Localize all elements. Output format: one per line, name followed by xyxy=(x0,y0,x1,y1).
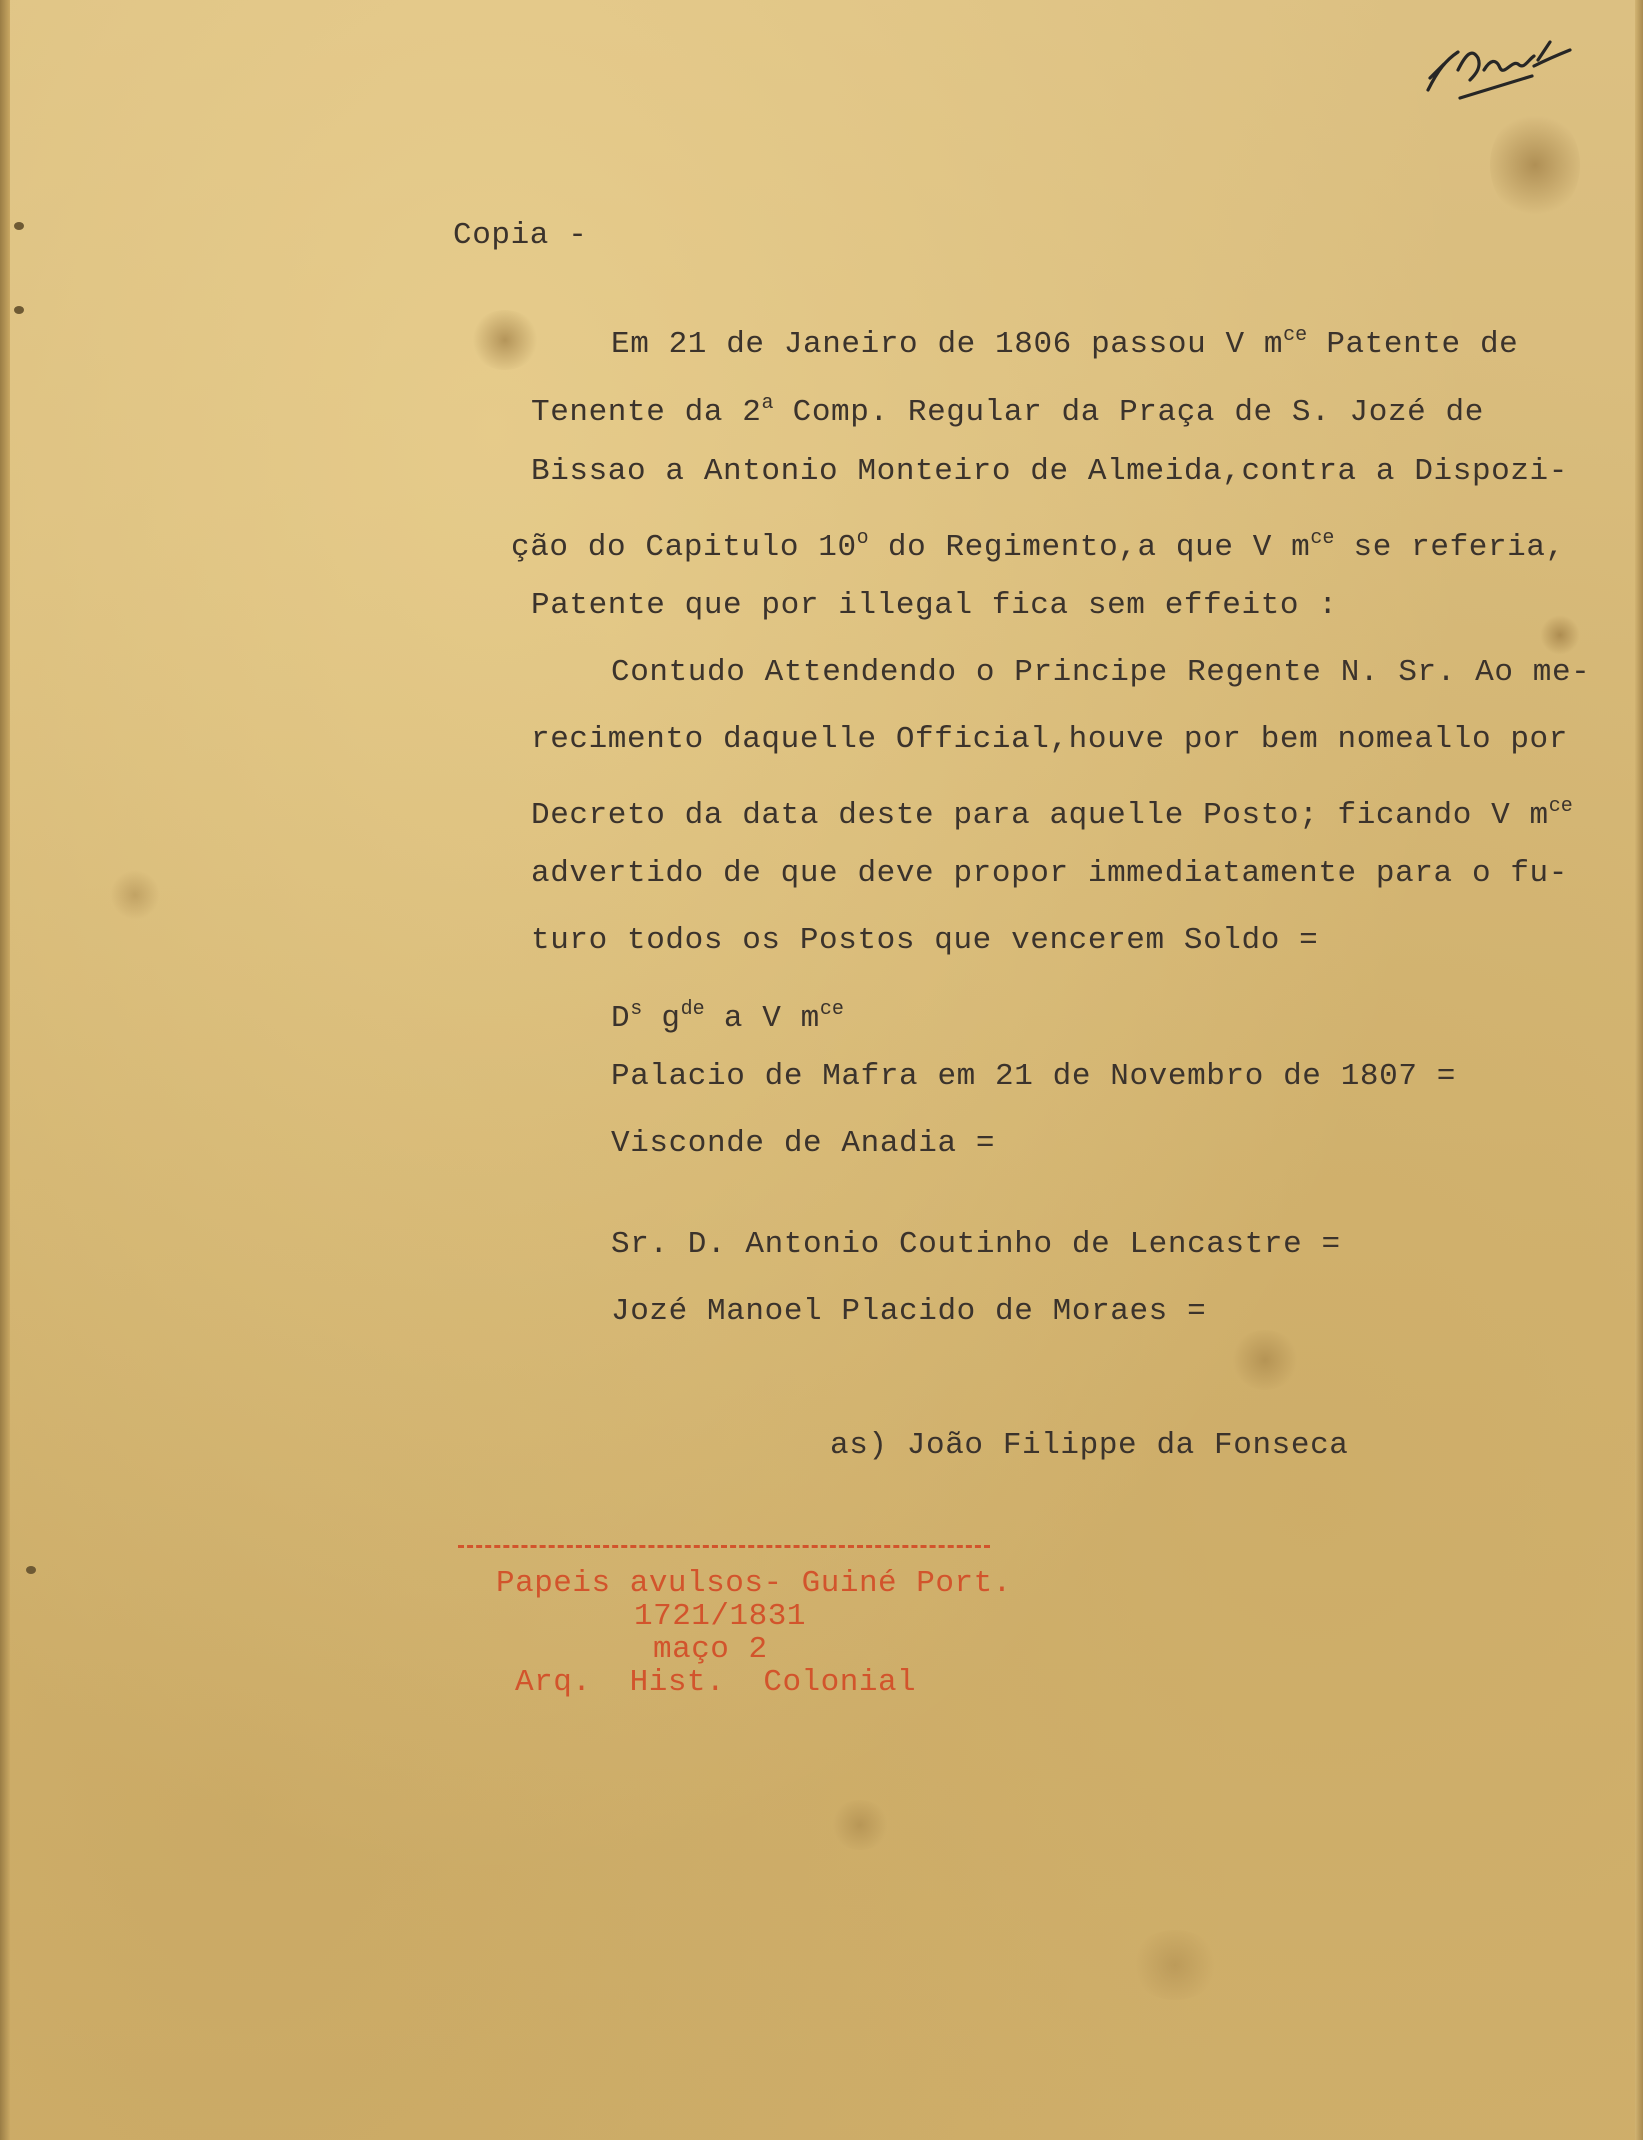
addressee-2: Jozé Manoel Placido de Moraes = xyxy=(611,1294,1207,1329)
salutation xyxy=(611,992,844,1037)
archive-stamp-line-3: maço 2 xyxy=(653,1632,768,1667)
body-line-8 xyxy=(531,789,1573,834)
handwritten-initials xyxy=(1400,30,1580,110)
addressee-1: Sr. D. Antonio Coutinho de Lencastre = xyxy=(611,1227,1341,1262)
body-line-2 xyxy=(531,386,1484,431)
binding-hole xyxy=(14,306,24,314)
body-line-1 xyxy=(611,318,1518,363)
archive-stamp-line-4: Arq. Hist. Colonial xyxy=(515,1665,917,1700)
foxing-spot xyxy=(1130,1930,1220,2000)
body-line-4 xyxy=(511,521,1565,566)
body-line-7: recimento daquelle Official,houve por bem nomeallo por xyxy=(531,722,1568,757)
foxing-spot xyxy=(1540,615,1580,655)
body-line-8-text: Decreto da data deste para aquelle Posto; ficando V m xyxy=(531,798,1549,833)
place-date: Palacio de Mafra em 21 de Novembro de 1807 = xyxy=(611,1059,1456,1094)
body-line-4-text: ção do Capitulo 10 xyxy=(511,530,857,565)
signer: Visconde de Anadia = xyxy=(611,1126,996,1161)
body-line-5: Patente que por illegal fica sem effeito : xyxy=(531,588,1338,623)
body-line-3: Bissao a Antonio Monteiro de Almeida,contra a Dispozi- xyxy=(531,454,1568,489)
foxing-spot xyxy=(830,1800,890,1850)
paper-left-edge xyxy=(0,0,10,2140)
superscript: ce xyxy=(1310,527,1335,550)
superscript: de xyxy=(680,998,705,1021)
body-line-1-text: Em 21 de Janeiro de 1806 passou V m xyxy=(611,327,1284,362)
binding-hole xyxy=(14,222,24,230)
superscript: a xyxy=(761,392,774,415)
foxing-spot xyxy=(470,310,540,370)
salutation-text-mid: g xyxy=(642,1001,681,1036)
body-line-2-text-end: Comp. Regular da Praça de S. Jozé de xyxy=(773,395,1484,430)
superscript: ce xyxy=(1283,324,1308,347)
salutation-text: D xyxy=(611,1001,631,1036)
body-line-1-text-end: Patente de xyxy=(1307,327,1519,362)
archive-stamp-line-1: Papeis avulsos- Guiné Port. xyxy=(496,1566,1012,1601)
foxing-spot xyxy=(1490,110,1580,220)
body-line-10: turo todos os Postos que vencerem Soldo = xyxy=(531,923,1319,958)
superscript: s xyxy=(630,998,643,1021)
foxing-spot xyxy=(1230,1330,1300,1390)
stamp-separator xyxy=(458,1545,990,1548)
body-line-6: Contudo Attendendo o Principe Regente N. Sr. Ao me- xyxy=(611,655,1591,690)
superscript: ce xyxy=(819,998,844,1021)
binding-hole xyxy=(26,1566,36,1574)
body-line-4-text-end: se referia, xyxy=(1334,530,1565,565)
superscript: o xyxy=(856,527,869,550)
body-line-9: advertido de que deve propor immediatamente para o fu- xyxy=(531,856,1568,891)
attestation-signature: as) João Filippe da Fonseca xyxy=(830,1428,1349,1463)
paper-right-edge xyxy=(1635,0,1643,2140)
archive-stamp-line-2: 1721/1831 xyxy=(634,1599,806,1634)
superscript: ce xyxy=(1548,795,1573,818)
body-line-2-text: Tenente da 2 xyxy=(531,395,762,430)
document-heading: Copia - xyxy=(453,218,588,253)
body-line-4-text-mid: do Regimento,a que V m xyxy=(868,530,1311,565)
salutation-text-end: a V m xyxy=(704,1001,820,1036)
foxing-spot xyxy=(110,870,160,920)
